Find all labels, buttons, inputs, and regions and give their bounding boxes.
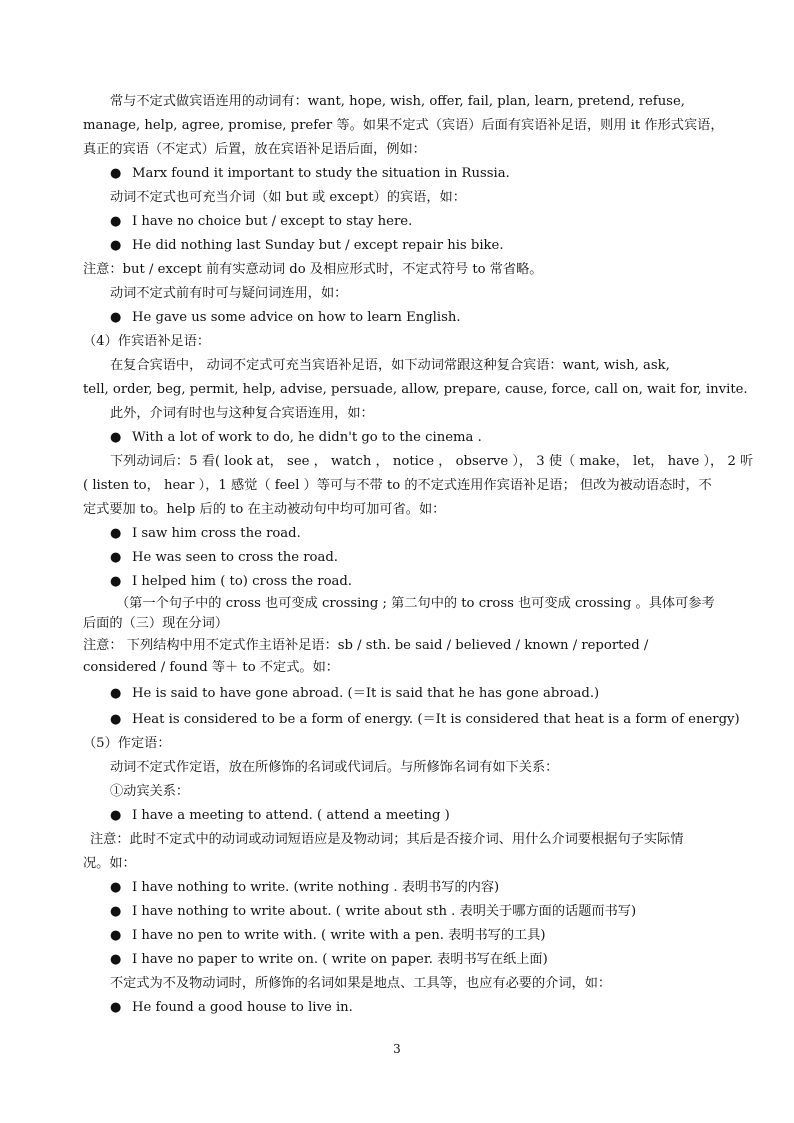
example-item (110, 950, 548, 970)
example-text: I have no choice but / except to stay here. (132, 214, 413, 229)
paragraph-line: manage, help, agree, promise, prefer 等。如果不定式（宾语）后面有宾语补足语，则用 it 作形式宾语， (83, 118, 724, 133)
example-item (110, 806, 450, 826)
paragraph-line: 真正的宾语（不定式）后置，放在宾语补足语后面，例如： (83, 142, 426, 157)
paragraph-line: tell, order, beg, permit, help, advise, persuade, allow, prepare, cause, force, call on, wait for, invite. (83, 382, 748, 397)
example-item (110, 572, 352, 592)
bullet-icon: ● (110, 310, 122, 325)
example-item (110, 164, 510, 184)
example-text: I have no pen to write with. ( write with a pen. 表明书写的工具) (132, 928, 546, 943)
example-text: I have a meeting to attend. ( attend a meeting ) (132, 808, 450, 823)
bullet-icon: ● (110, 712, 122, 727)
example-text: He found a good house to live in. (132, 1000, 353, 1015)
section-heading: （5）作定语： (83, 736, 171, 751)
bullet-icon: ● (110, 574, 122, 589)
bullet-icon: ● (110, 686, 122, 701)
bullet-icon: ● (110, 214, 122, 229)
paragraph-line: 不定式为不及物动词时，所修饰的名词如果是地点、工具等，也应有必要的介词，如： (110, 976, 612, 991)
bullet-icon: ● (110, 880, 122, 895)
paragraph-line: considered / found 等＋ to 不定式。如： (83, 660, 339, 675)
bullet-icon: ● (110, 928, 122, 943)
example-text: Marx found it important to study the situation in Russia. (132, 166, 510, 181)
page-number: 3 (393, 1042, 401, 1056)
paragraph-line: 动词不定式也可充当介词（如 but 或 except）的宾语，如： (110, 190, 466, 205)
subheading: ①动宾关系： (110, 784, 190, 799)
paragraph-line: 动词不定式前有时可与疑问词连用，如： (110, 286, 348, 301)
bullet-icon: ● (110, 808, 122, 823)
section-heading: （4）作宾语补足语： (83, 334, 211, 349)
example-text: He is said to have gone abroad. (＝It is said that he has gone abroad.) (132, 686, 600, 701)
example-item (110, 878, 499, 898)
note-line: 注意：此时不定式中的动词或动词短语应是及物动词；其后是否接介词、用什么介词要根据句子实际情 (90, 832, 684, 847)
example-item (110, 902, 636, 922)
example-item (110, 548, 338, 568)
example-item (110, 428, 482, 448)
example-item (110, 710, 740, 730)
paragraph-line: 在复合宾语中， 动词不定式可充当宾语补足语，如下动词常跟这种复合宾语：want, wish, ask, (110, 358, 670, 373)
note-line: 注意： 下列结构中用不定式作主语补足语：sb / sth. be said / believed / known / reported / (83, 638, 649, 653)
bullet-icon: ● (110, 952, 122, 967)
bullet-icon: ● (110, 238, 122, 253)
example-text: He was seen to cross the road. (132, 550, 338, 565)
bullet-icon: ● (110, 166, 122, 181)
example-text: I have nothing to write. (write nothing . 表明书写的内容) (132, 880, 500, 895)
example-text: Heat is considered to be a form of energy. (＝It is considered that heat is a form of energy) (132, 712, 740, 727)
example-item (110, 308, 461, 328)
paragraph-line: ( listen to， hear ），1 感觉（ feel ）等可与不带 to 的不定式连用作宾语补足语； 但改为被动语态时，不 (83, 478, 712, 493)
example-text: I have nothing to write about. ( write about sth . 表明关于哪方面的话题而书写) (132, 904, 637, 919)
example-item (110, 998, 353, 1018)
example-text: I saw him cross the road. (132, 526, 301, 541)
paragraph-line: 定式要加 to。help 后的 to 在主动被动句中均可加可省。如： (83, 502, 446, 517)
bullet-icon: ● (110, 1000, 122, 1015)
bullet-icon: ● (110, 526, 122, 541)
bullet-icon: ● (110, 550, 122, 565)
example-text: I helped him ( to) cross the road. (132, 574, 353, 589)
example-item (110, 926, 546, 946)
example-text: He gave us some advice on how to learn English. (132, 310, 461, 325)
example-item (110, 684, 599, 704)
paragraph-line: 常与不定式做宾语连用的动词有：want, hope, wish, offer, fail, plan, learn, pretend, refuse, (110, 94, 685, 109)
paragraph-line: 况。如： (83, 856, 136, 871)
paragraph-line: （第一个句子中的 cross 也可变成 crossing ; 第二句中的 to cross 也可变成 crossing 。具体可参考 (116, 596, 715, 611)
example-item (110, 212, 412, 232)
paragraph-line: 此外，介词有时也与这种复合宾语连用，如： (110, 406, 374, 421)
example-text: He did nothing last Sunday but / except repair his bike. (132, 238, 504, 253)
note-line: 注意：but / except 前有实意动词 do 及相应形式时，不定式符号 to 常省略。 (83, 262, 543, 277)
example-item (110, 524, 301, 544)
bullet-icon: ● (110, 430, 122, 445)
paragraph-line: 动词不定式作定语，放在所修饰的名词或代词后。与所修饰名词有如下关系： (110, 760, 559, 775)
example-text: With a lot of work to do, he didn't go to the cinema . (132, 430, 482, 445)
paragraph-line: 后面的（三）现在分词） (83, 616, 229, 631)
bullet-icon: ● (110, 904, 122, 919)
paragraph-line: 下列动词后：5 看( look at， see ， watch ， notice ， observe ）， 3 使（ make， let， have ）， 2 听 (110, 454, 754, 469)
example-text: I have no paper to write on. ( write on paper. 表明书写在纸上面) (132, 952, 548, 967)
example-item (110, 236, 504, 256)
